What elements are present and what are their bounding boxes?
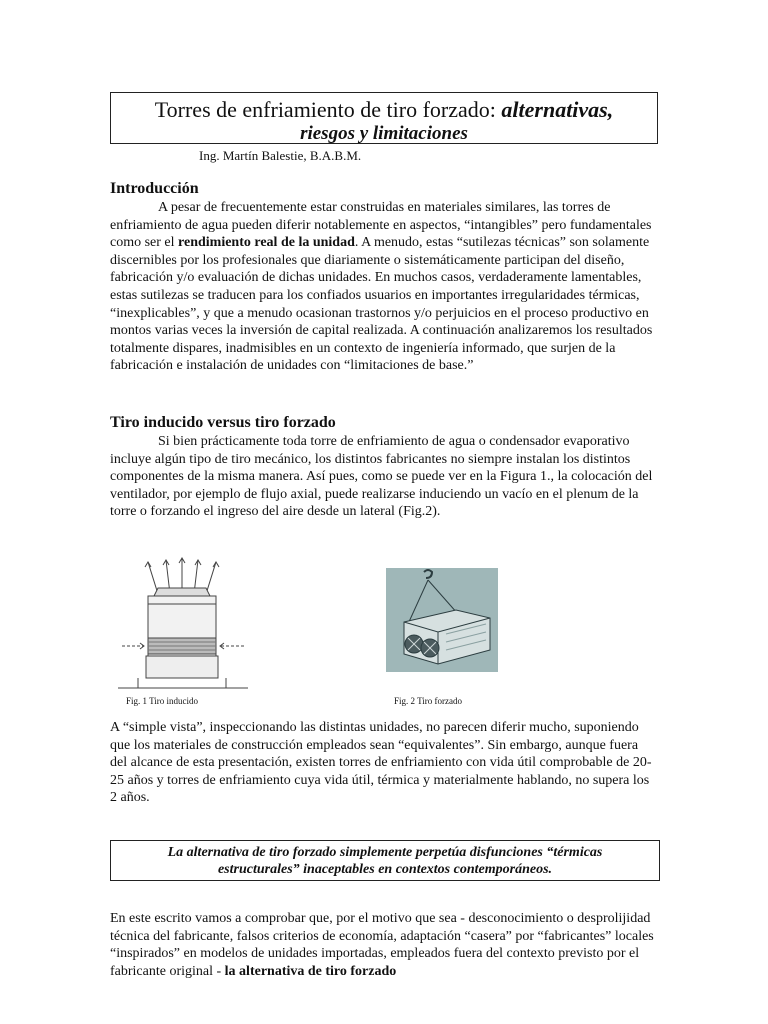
title-box (110, 92, 658, 144)
title-italic-2: riesgos y limitaciones (300, 123, 468, 144)
figure-2-caption: Fig. 2 Tiro forzado (394, 696, 463, 706)
escrito-bold: la alternativa de tiro forzado (224, 963, 397, 979)
tiro-paragraph: Si bien prácticamente toda torre de enfriamiento de agua o condensador evaporativo incluye algún tipo de tiro mecánico, los distintos fabricantes no siempre instalan los distintos componentes de la misma manera. Así pues, como se puede ver en la Figura 1., la colocación del ventilador, por ejemplo de flujo axial, puede realizarse induciendo un vacío en el plenum de la torre o forzando el ingreso del aire desde un lateral (Fig.2). (110, 434, 653, 520)
intro-paragraph: A pesar de frecuentemente estar construidas en materiales similares, las torres de enfriamiento de agua pueden diferir notablemente en aspectos, “intangibles” pero fundamentales como ser el rendimiento real de la unidad. A menudo, estas “sutilezas técnicas” son solamente discernibles por los profesionales que diariamente o sistemáticamente participan del diseño, fabricación y/o evaluación de dichas unidades. En muchos casos, verdaderamente lamentables, estas sutilezas se traducen para los confiados usuarios en importantes irregularidades térmicas, “inexplicables”, y que a menudo ocasionan trastornos y/o perjuicios en el proceso productivo en montos varias veces la inversión de capital realizada. A continuación analizaremos los resultados totalmente dispares, inadmisibles en un contexto de ingeniería informado, que surjen de la fabricación e instalación de unidades con “limitaciones de base.” (110, 200, 653, 374)
figure-1-induced-draft (118, 556, 248, 694)
figure-2-forced-draft (386, 568, 498, 672)
author: Ing. Martín Balestie, B.A.B.M. (199, 148, 362, 163)
callout-box: La alternativa de tiro forzado simplemente perpetúa disfunciones “térmicas estructurales” inaceptables en contextos contemporáneos. (110, 840, 660, 881)
heading-tiro: Tiro inducido versus tiro forzado (110, 414, 336, 431)
escrito-paragraph: En este escrito vamos a comprobar que, por el motivo que sea - desconocimiento o desprolijidad técnica del fabricante, falsos criterios de economía, adaptación “casera” por “fabricantes” locales “inspirados” en modelos de unidades importadas, empleados fuera del contexto previsto por el fabricante original - la alternativa de tiro forzado (110, 911, 654, 979)
title-line-1 (111, 97, 657, 123)
title-italic-1: alternativas, (501, 97, 614, 122)
intro-bold: rendimiento real de la unidad (178, 235, 355, 251)
title-plain: Torres de enfriamiento de tiro forzado: (154, 97, 502, 122)
figure-1-caption: Fig. 1 Tiro inducido (126, 696, 199, 706)
simple-vista-paragraph: A “simple vista”, inspeccionando las distintas unidades, no parecen diferir mucho, suponiendo que los materiales de construcción empleados sean “equivalentes”. Sin embargo, aunque fuera del alcance de esta presentación, existen torres de enfriamiento con vida útil comprobable de 20-25 años y torres de enfriamiento cuya vida útil, térmica y materialmente hablando, no supera los 2 años. (110, 720, 652, 806)
heading-introduccion: Introducción (110, 180, 199, 197)
